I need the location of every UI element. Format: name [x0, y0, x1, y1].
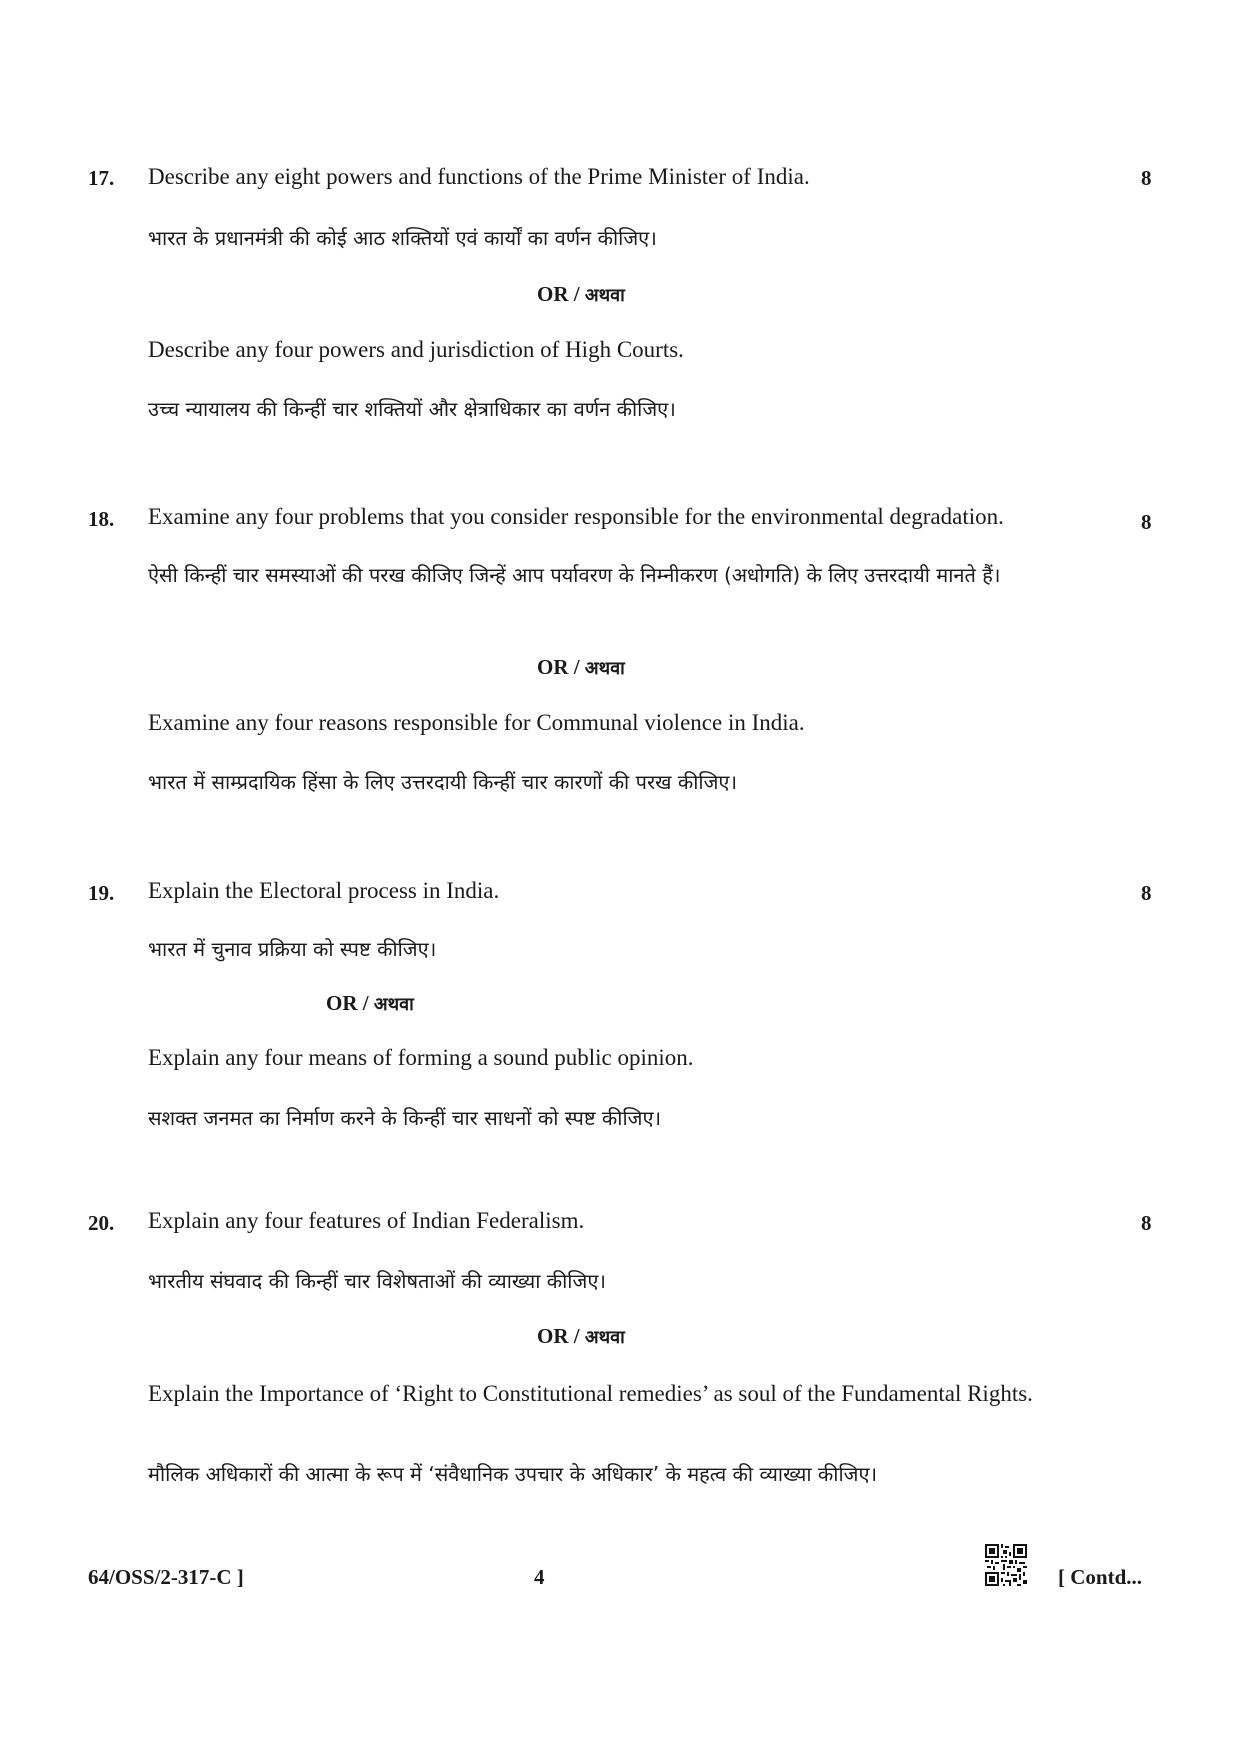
question-text-hi: भारत में चुनाव प्रक्रिया को स्पष्ट कीजिए। — [148, 937, 437, 961]
question-marks: 8 — [1141, 881, 1152, 905]
question-text-en: Explain any four features of Indian Federalism. — [148, 1208, 585, 1233]
question-text-en: Examine any four problems that you consider responsible for the environmental degradation. — [148, 504, 1004, 529]
or-label-hi: अथवा — [584, 1327, 625, 1348]
alternative-text-en: Explain any four means of forming a sound public opinion. — [148, 1045, 694, 1070]
alternative-text-hi: मौलिक अधिकारों की आत्मा के रूप में ‘संवैधानिक उपचार के अधिकार’ के महत्व की व्याख्या कीजिए। — [148, 1462, 878, 1486]
or-label: OR / — [537, 282, 585, 306]
alternative-text-hi: सशक्त जनमत का निर्माण करने के किन्हीं चार साधनों को स्पष्ट कीजिए। — [148, 1106, 662, 1130]
or-label-hi: अथवा — [373, 994, 414, 1015]
question-number: 20. — [88, 1211, 115, 1235]
alternative-text-en: Describe any four powers and jurisdiction of High Courts. — [148, 337, 684, 362]
question-text-en: Describe any eight powers and functions of the Prime Minister of India. — [148, 164, 810, 189]
page-number: 4 — [534, 1565, 545, 1589]
question-marks: 8 — [1141, 166, 1152, 190]
question-text-hi: भारतीय संघवाद की किन्हीं चार विशेषताओं की व्याख्या कीजिए। — [148, 1269, 606, 1293]
or-label: OR / — [537, 1324, 585, 1348]
or-label: OR / — [537, 655, 585, 679]
or-separator — [537, 1324, 625, 1349]
paper-code: 64/OSS/2-317-C ] — [88, 1565, 244, 1589]
question-marks: 8 — [1141, 510, 1152, 534]
question-text-hi: ऐसी किन्हीं चार समस्याओं की परख कीजिए जिन्हें आप पर्यावरण के निम्नीकरण (अधोगति) के लिए उत्तरदायी मानते हैं। — [148, 563, 1001, 587]
question-text-hi: भारत के प्रधानमंत्री की कोई आठ शक्तियों एवं कार्यों का वर्णन कीजिए। — [148, 226, 657, 250]
or-label-hi: अथवा — [584, 658, 625, 679]
question-number: 19. — [88, 881, 115, 905]
alternative-text-hi: उच्च न्यायालय की किन्हीं चार शक्तियों और क्षेत्राधिकार का वर्णन कीजिए। — [148, 397, 676, 421]
alternative-text-en: Examine any four reasons responsible for Communal violence in India. — [148, 710, 805, 735]
or-separator — [326, 991, 414, 1016]
question-number: 17. — [88, 166, 115, 190]
or-label: OR / — [326, 991, 374, 1015]
or-separator — [537, 655, 625, 680]
alternative-text-en: Explain the Importance of ‘Right to Constitutional remedies’ as soul of the Fundamental Rights. — [148, 1381, 1033, 1406]
alternative-text-hi: भारत में साम्प्रदायिक हिंसा के लिए उत्तरदायी किन्हीं चार कारणों की परख कीजिए। — [148, 770, 738, 794]
continued-label: [ Contd... — [1058, 1565, 1143, 1589]
question-number: 18. — [88, 507, 115, 531]
or-separator — [537, 282, 625, 307]
question-text-en: Explain the Electoral process in India. — [148, 878, 500, 903]
or-label-hi: अथवा — [584, 285, 625, 306]
question-marks: 8 — [1141, 1211, 1152, 1235]
qr-code-icon — [985, 1544, 1027, 1586]
